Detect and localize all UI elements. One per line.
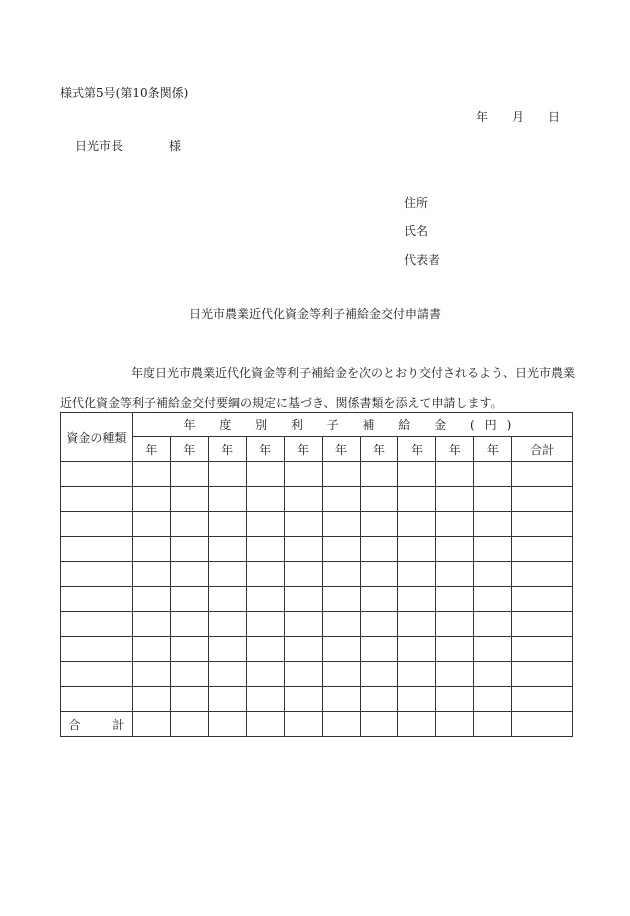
year-header-1: 年	[132, 437, 170, 462]
table-cell[interactable]	[284, 662, 322, 687]
table-cell[interactable]	[512, 587, 573, 612]
table-cell[interactable]	[360, 512, 398, 537]
table-header-row	[61, 413, 573, 437]
table-cell[interactable]	[436, 512, 474, 537]
total-cell[interactable]	[512, 712, 573, 737]
table-cell[interactable]	[360, 637, 398, 662]
table-cell[interactable]	[170, 562, 208, 587]
table-cell[interactable]	[208, 612, 246, 637]
applicant-name-label: 氏名	[404, 224, 429, 238]
addressee-honorific: 様	[169, 139, 182, 153]
applicant-representative-label: 代表者	[404, 253, 441, 267]
table-row	[61, 662, 573, 687]
table-cell[interactable]	[512, 687, 573, 712]
table-cell[interactable]	[512, 562, 573, 587]
year-header-4: 年	[246, 437, 284, 462]
table-cell[interactable]	[398, 587, 436, 612]
table-cell[interactable]	[360, 487, 398, 512]
table-cell[interactable]	[436, 537, 474, 562]
table-cell[interactable]	[436, 612, 474, 637]
table-cell[interactable]	[132, 662, 170, 687]
table-cell[interactable]	[61, 587, 133, 612]
table-row	[61, 487, 573, 512]
table-cell[interactable]	[246, 687, 284, 712]
table-cell[interactable]	[61, 637, 133, 662]
table-cell[interactable]	[246, 487, 284, 512]
table-cell[interactable]	[398, 537, 436, 562]
table-cell[interactable]	[284, 562, 322, 587]
total-row-label	[61, 712, 133, 737]
table-row	[61, 612, 573, 637]
table-cell[interactable]	[322, 487, 360, 512]
table-cell[interactable]	[208, 587, 246, 612]
table-cell[interactable]	[398, 462, 436, 487]
table-cell[interactable]	[61, 512, 133, 537]
total-cell[interactable]	[360, 712, 398, 737]
year-header-9: 年	[436, 437, 474, 462]
year-header-2: 年	[170, 437, 208, 462]
table-cell[interactable]	[208, 487, 246, 512]
table-cell[interactable]	[398, 487, 436, 512]
table-cell[interactable]	[322, 612, 360, 637]
addressee	[75, 137, 181, 154]
table-cell[interactable]	[398, 637, 436, 662]
table-cell[interactable]	[436, 487, 474, 512]
date-month-label: 月	[512, 110, 525, 124]
table-cell[interactable]	[284, 687, 322, 712]
table-cell[interactable]	[360, 612, 398, 637]
table-cell[interactable]	[132, 612, 170, 637]
applicant-address-label: 住所	[404, 196, 429, 210]
table-cell[interactable]	[474, 562, 512, 587]
table-cell[interactable]	[474, 462, 512, 487]
total-cell[interactable]	[322, 712, 360, 737]
table-cell[interactable]	[360, 537, 398, 562]
year-header-3: 年	[208, 437, 246, 462]
table-cell[interactable]	[474, 662, 512, 687]
table-cell[interactable]	[436, 687, 474, 712]
table-cell[interactable]	[512, 662, 573, 687]
table-cell[interactable]	[170, 612, 208, 637]
table-cell[interactable]	[208, 637, 246, 662]
table-cell[interactable]	[61, 662, 133, 687]
table-cell[interactable]	[61, 462, 133, 487]
total-cell[interactable]	[284, 712, 322, 737]
table-cell[interactable]	[322, 587, 360, 612]
total-label-first: 合	[68, 717, 81, 732]
table-cell[interactable]	[284, 637, 322, 662]
table-row	[61, 587, 573, 612]
table-cell[interactable]	[284, 487, 322, 512]
total-cell[interactable]	[132, 712, 170, 737]
table-row	[61, 562, 573, 587]
year-header-5: 年	[284, 437, 322, 462]
table-cell[interactable]	[360, 662, 398, 687]
table-cell[interactable]	[398, 512, 436, 537]
total-cell[interactable]	[474, 712, 512, 737]
table-cell[interactable]	[132, 687, 170, 712]
date-line	[476, 108, 560, 125]
table-cell[interactable]	[284, 537, 322, 562]
table-cell[interactable]	[398, 612, 436, 637]
table-cell[interactable]	[512, 487, 573, 512]
year-header-6: 年	[322, 437, 360, 462]
table-cell[interactable]	[474, 612, 512, 637]
table-cell[interactable]	[208, 537, 246, 562]
table-cell[interactable]	[512, 612, 573, 637]
table-cell[interactable]	[132, 537, 170, 562]
table-cell[interactable]	[170, 487, 208, 512]
table-cell[interactable]	[61, 537, 133, 562]
table-cell[interactable]	[284, 512, 322, 537]
annual-subsidy-header: 年 度 別 利 子 補 給 金 (円)	[132, 413, 572, 437]
year-header-10: 年	[474, 437, 512, 462]
table-row	[61, 462, 573, 487]
date-day-label: 日	[548, 110, 561, 124]
total-column-header: 合計	[512, 437, 573, 462]
table-cell[interactable]	[246, 662, 284, 687]
table-cell[interactable]	[284, 462, 322, 487]
subsidy-table	[60, 412, 573, 737]
table-cell[interactable]	[208, 662, 246, 687]
table-cell[interactable]	[246, 612, 284, 637]
table-cell[interactable]	[170, 662, 208, 687]
table-cell[interactable]	[474, 637, 512, 662]
table-cell[interactable]	[322, 537, 360, 562]
table-cell[interactable]	[132, 462, 170, 487]
table-cell[interactable]	[436, 587, 474, 612]
table-cell[interactable]	[474, 512, 512, 537]
table-row	[61, 687, 573, 712]
table-cell[interactable]	[436, 462, 474, 487]
table-cell[interactable]	[246, 512, 284, 537]
body-paragraph: 年度日光市農業近代化資金等利子補給金を次のとおり交付されるよう、日光市農業近代化資金等利子補給金交付要綱の規定に基づき、関係書類を添えて申請します。	[60, 366, 576, 410]
table-cell[interactable]	[132, 587, 170, 612]
table-cell[interactable]	[398, 562, 436, 587]
table-cell[interactable]	[474, 537, 512, 562]
table-cell[interactable]	[208, 462, 246, 487]
table-cell[interactable]	[170, 512, 208, 537]
table-cell[interactable]	[132, 512, 170, 537]
table-cell[interactable]	[61, 687, 133, 712]
table-cell[interactable]	[170, 587, 208, 612]
table-cell[interactable]	[398, 687, 436, 712]
addressee-name: 日光市長	[75, 139, 124, 153]
table-cell[interactable]	[284, 612, 322, 637]
table-cell[interactable]	[512, 637, 573, 662]
table-cell[interactable]	[132, 562, 170, 587]
table-cell[interactable]	[208, 562, 246, 587]
fund-type-header: 資金の種類	[61, 413, 133, 462]
table-cell[interactable]	[322, 687, 360, 712]
total-label-second: 計	[112, 717, 125, 732]
table-cell[interactable]	[246, 587, 284, 612]
table-cell[interactable]	[512, 512, 573, 537]
table-cell[interactable]	[436, 662, 474, 687]
table-row	[61, 512, 573, 537]
table-cell[interactable]	[322, 462, 360, 487]
date-year-label: 年	[476, 110, 489, 124]
table-row	[61, 637, 573, 662]
total-row	[61, 712, 573, 737]
table-cell[interactable]	[512, 462, 573, 487]
table-cell[interactable]	[322, 562, 360, 587]
table-cell[interactable]	[61, 487, 133, 512]
table-cell[interactable]	[398, 662, 436, 687]
total-cell[interactable]	[170, 712, 208, 737]
table-cell[interactable]	[360, 462, 398, 487]
table-cell[interactable]	[322, 662, 360, 687]
table-cell[interactable]	[170, 462, 208, 487]
table-cell[interactable]	[61, 562, 133, 587]
table-cell[interactable]	[246, 562, 284, 587]
total-cell[interactable]	[436, 712, 474, 737]
year-header-7: 年	[360, 437, 398, 462]
table-cell[interactable]	[61, 612, 133, 637]
table-row	[61, 537, 573, 562]
total-cell[interactable]	[208, 712, 246, 737]
table-cell[interactable]	[360, 587, 398, 612]
table-cell[interactable]	[246, 637, 284, 662]
total-cell[interactable]	[398, 712, 436, 737]
table-cell[interactable]	[360, 687, 398, 712]
form-number: 様式第5号(第10条関係)	[60, 86, 189, 100]
table-cell[interactable]	[284, 587, 322, 612]
table-cell[interactable]	[208, 512, 246, 537]
table-cell[interactable]	[132, 637, 170, 662]
table-cell[interactable]	[246, 462, 284, 487]
table-cell[interactable]	[322, 512, 360, 537]
table-cell[interactable]	[436, 637, 474, 662]
table-cell[interactable]	[474, 587, 512, 612]
document-title: 日光市農業近代化資金等利子補給金交付申請書	[188, 307, 441, 321]
table-cell[interactable]	[170, 637, 208, 662]
table-cell[interactable]	[246, 537, 284, 562]
table-cell[interactable]	[512, 537, 573, 562]
table-cell[interactable]	[474, 687, 512, 712]
table-cell[interactable]	[170, 687, 208, 712]
table-cell[interactable]	[132, 487, 170, 512]
table-cell[interactable]	[208, 687, 246, 712]
table-cell[interactable]	[170, 537, 208, 562]
table-cell[interactable]	[322, 637, 360, 662]
year-header-8: 年	[398, 437, 436, 462]
total-cell[interactable]	[246, 712, 284, 737]
table-cell[interactable]	[474, 487, 512, 512]
table-cell[interactable]	[360, 562, 398, 587]
table-cell[interactable]	[436, 562, 474, 587]
year-header-row	[61, 437, 573, 462]
